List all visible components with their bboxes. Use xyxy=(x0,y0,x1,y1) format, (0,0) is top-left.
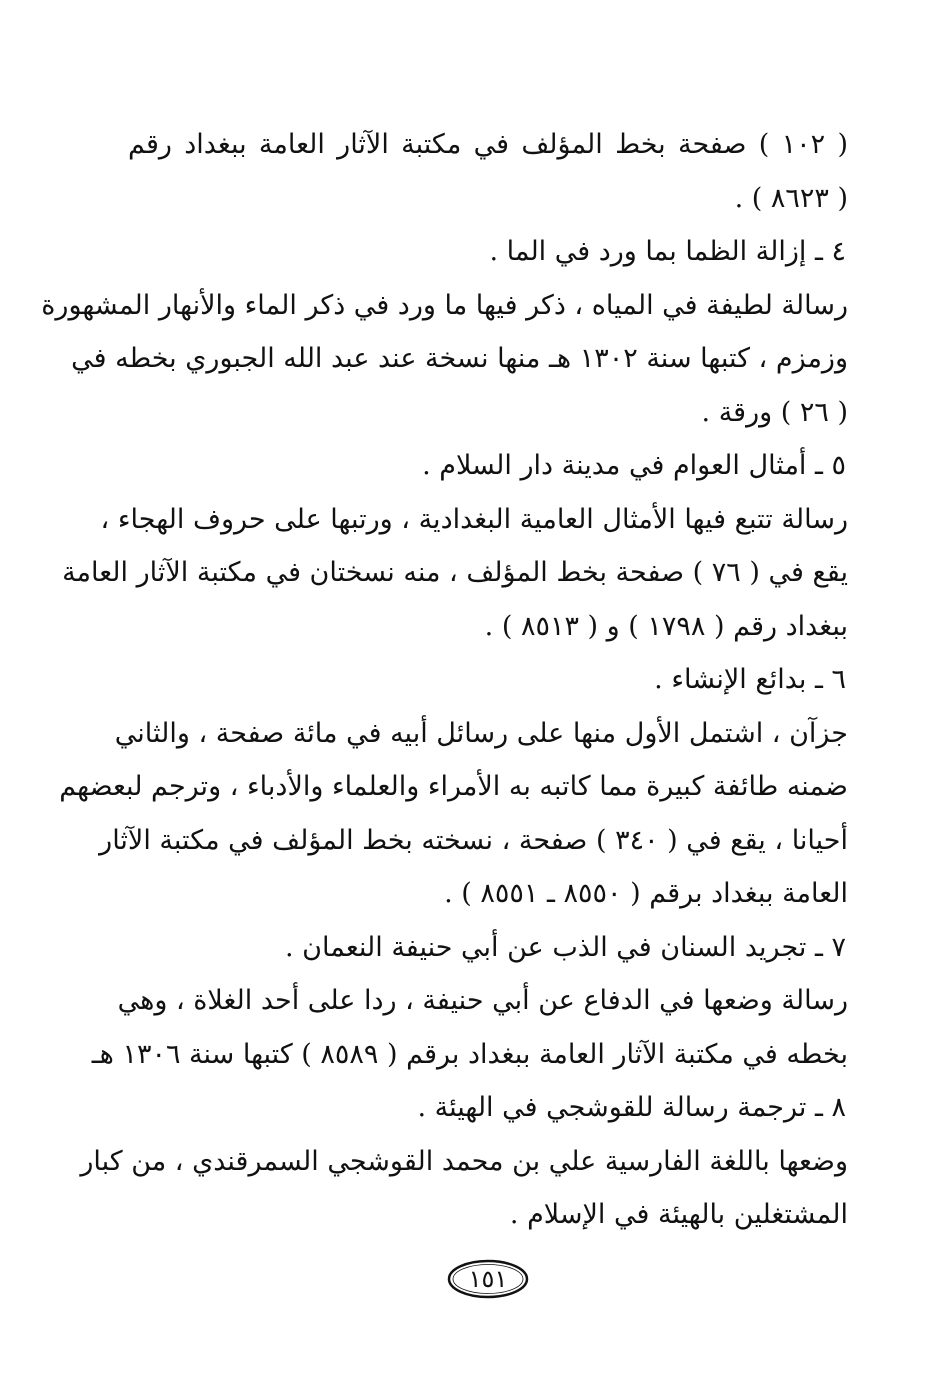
text-line: يقع في ( ٧٦ ) صفحة بخط المؤلف ، منه نسختان في مكتبة الآثار العامة xyxy=(62,557,848,588)
text-line: رسالة لطيفة في المياه ، ذكر فيها ما ورد في ذكر الماء والأنهار المشهورة xyxy=(41,289,848,321)
text-line: ببغداد رقم ( ١٧٩٨ ) و ( ٨٥١٣ ) . xyxy=(484,610,848,642)
page-number: ١٥١ xyxy=(468,1265,508,1293)
text-line: بخطه في مكتبة الآثار العامة ببغداد برقم ( ٨٥٨٩ ) كتبها سنة ١٣٠٦ هـ xyxy=(91,1038,848,1070)
text-line: المشتغلين بالهيئة في الإسلام . xyxy=(509,1199,848,1230)
item-heading: ٦ ـ بدائع الإنشاء . xyxy=(654,664,846,695)
text-line: العامة ببغداد برقم ( ٨٥٥٠ ـ ٨٥٥١ ) . xyxy=(444,878,848,909)
text-line: رسالة تتبع فيها الأمثال العامية البغدادية ، ورتبها على حروف الهجاء ، xyxy=(100,503,848,535)
body-text xyxy=(41,118,848,1242)
text-line: ضمنه طائفة كبيرة مما كاتبه به الأمراء والعلماء والأدباء ، وترجم لبعضهم xyxy=(59,771,848,802)
item-heading: ٥ ـ أمثال العوام في مدينة دار السلام . xyxy=(422,450,846,481)
text-line: ( ٨٦٢٣ ) . xyxy=(734,182,848,214)
text-line: وضعها باللغة الفارسية علي بن محمد القوشجي السمرقندي ، من كبار xyxy=(80,1145,848,1177)
item-heading: ٨ ـ ترجمة رسالة للقوشجي في الهيئة . xyxy=(417,1092,846,1123)
item-heading: ٤ ـ إزالة الظما بما ورد في الما . xyxy=(489,236,846,267)
text-line: وزمزم ، كتبها سنة ١٣٠٢ هـ منها نسخة عند عبد الله الجبوري بخطه في xyxy=(71,343,848,374)
text-line: أحيانا ، يقع في ( ٣٤٠ ) صفحة ، نسخته بخط المؤلف في مكتبة الآثار xyxy=(99,824,848,856)
item-heading: ٧ ـ تجريد السنان في الذب عن أبي حنيفة النعمان . xyxy=(285,931,846,963)
text-line: رسالة وضعها في الدفاع عن أبي حنيفة ، ردا على أحد الغلاة ، وهي xyxy=(117,985,848,1016)
text-line: جزآن ، اشتمل الأول منها على رسائل أبيه في مائة صفحة ، والثاني xyxy=(114,717,848,749)
page-number-badge xyxy=(446,1257,530,1301)
text-line: ( ٢٦ ) ورقة . xyxy=(701,396,848,428)
text-line: ( ١٠٢ ) صفحة بخط المؤلف في مكتبة الآثار العامة ببغداد رقم xyxy=(128,129,848,160)
